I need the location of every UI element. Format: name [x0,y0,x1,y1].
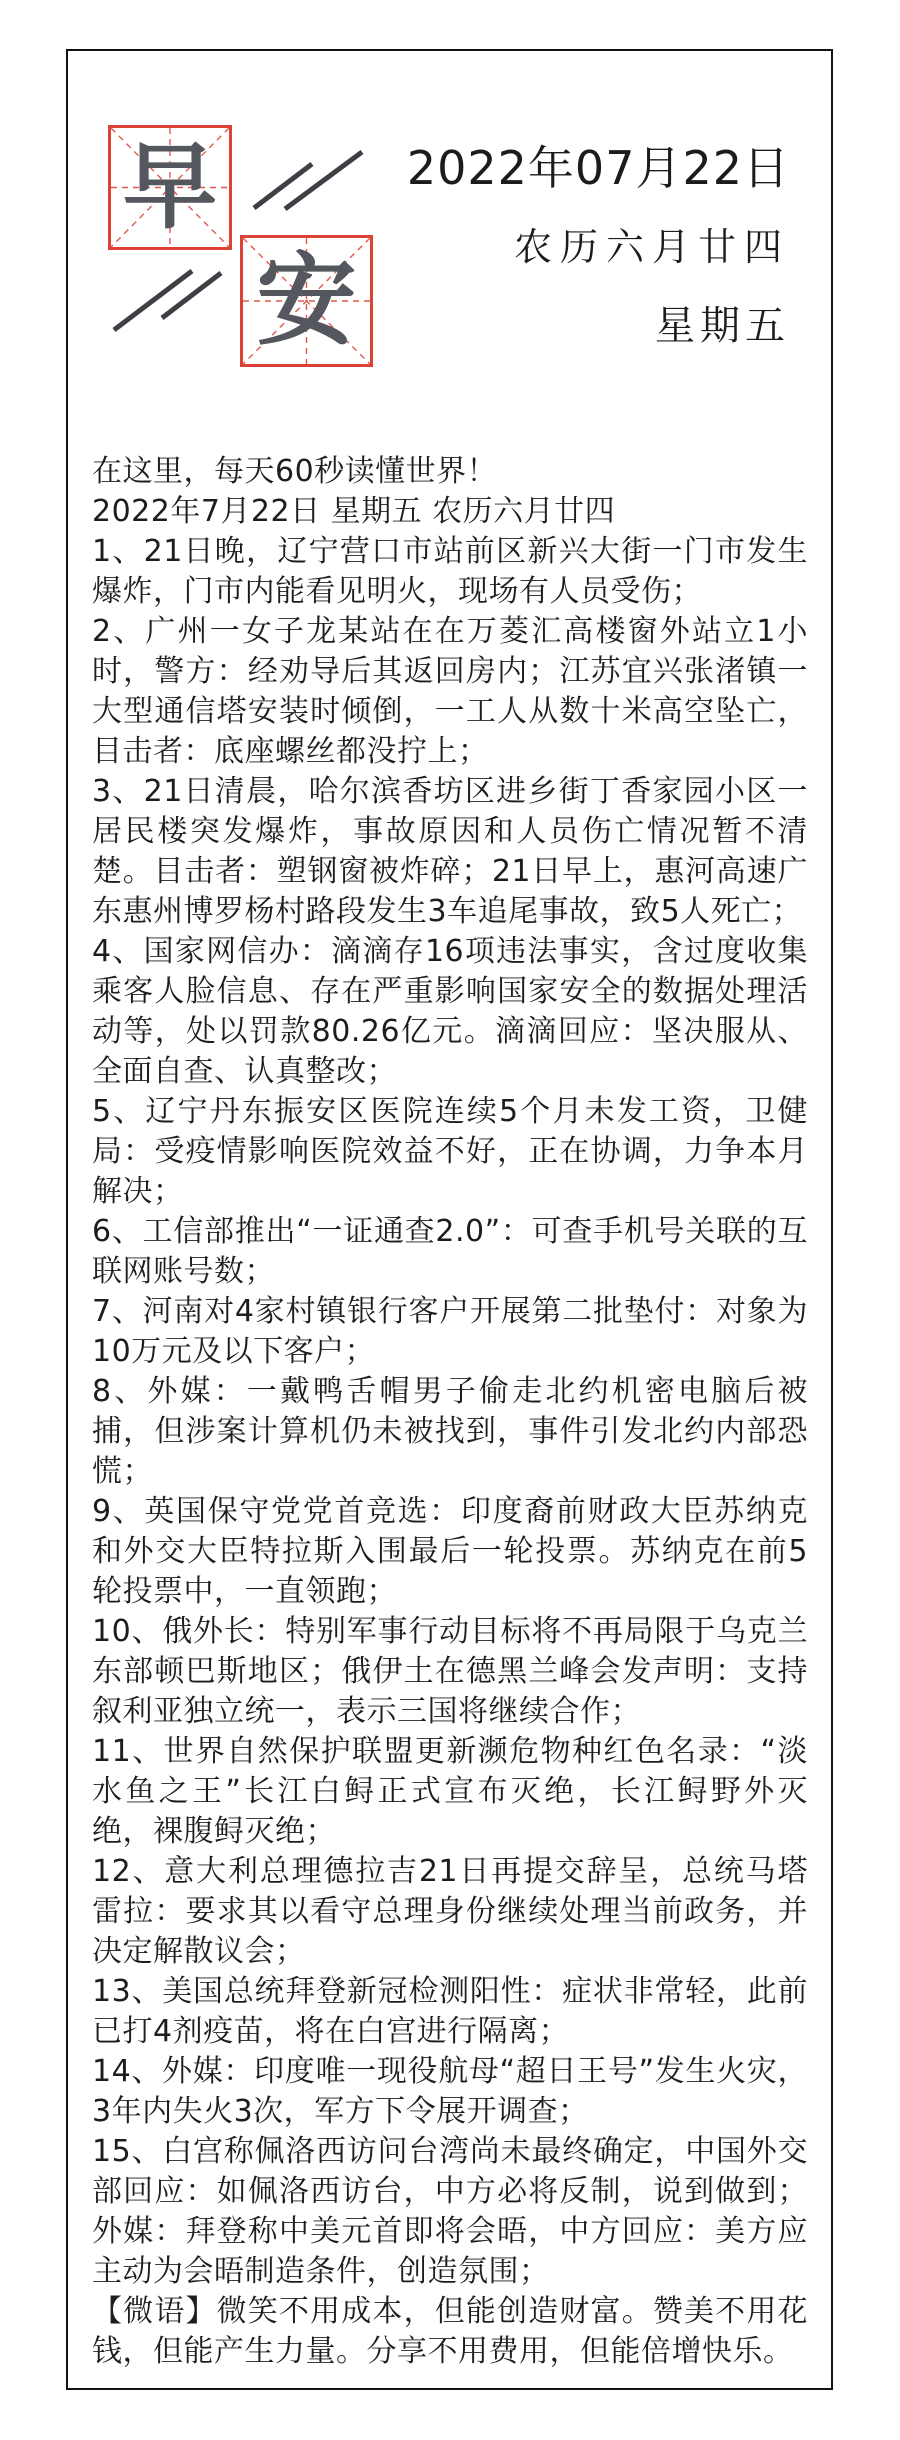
closing-line: 【微语】微笑不用成本，但能创造财富。赞美不用花钱，但能产生力量。分享不用费用，但能倍增快乐。 [92,2294,808,2369]
news-item: 3、21日清晨，哈尔滨香坊区进乡街丁香家园小区一居民楼突发爆炸，事故原因和人员伤亡情况暂不清楚。目击者：塑钢窗被炸碎；21日早上，惠河高速广东惠州博罗杨村路段发生3车追尾事故，致5人死亡； [92,774,808,929]
an-box [240,235,373,367]
date-gregorian: 2022年07月22日 [406,141,790,195]
intro-line: 在这里，每天60秒读懂世界！ [92,454,498,489]
news-item: 12、意大利总理德拉吉21日再提交辞呈，总统马塔雷拉：要求其以看守总理身份继续处理当前政务，并决定解散议会； [92,1854,808,1969]
zao-char: 早 [122,132,217,242]
zao-box [108,125,232,250]
date-weekday: 星期五 [655,303,790,349]
an-char: 安 [256,242,357,359]
news-item: 11、世界自然保护联盟更新濒危物种红色名录：“淡水鱼之王”长江白鲟正式宣布灭绝，长江鲟野外灭绝，裸腹鲟灭绝； [92,1734,808,1849]
news-item: 13、美国总统拜登新冠检测阳性：症状非常轻，此前已打4剂疫苗，将在白宫进行隔离； [92,1974,808,2049]
slash-decoration-icon [110,266,225,334]
news-body [92,452,808,2372]
news-item: 9、英国保守党党首竞选：印度裔前财政大臣苏纳克和外交大臣特拉斯入围最后一轮投票。苏纳克在前5轮投票中，一直领跑； [92,1494,808,1609]
news-item: 2、广州一女子龙某站在在万菱汇高楼窗外站立1小时，警方：经劝导后其返回房内；江苏宜兴张渚镇一大型通信塔安装时倾倒，一工人从数十米高空坠亡，目击者：底座螺丝都没拧上； [92,614,808,769]
date-summary-line: 2022年7月22日 星期五 农历六月廿四 [92,494,616,529]
news-item: 5、辽宁丹东振安区医院连续5个月未发工资，卫健局：受疫情影响医院效益不好，正在协调，力争本月解决； [92,1094,808,1209]
news-item: 8、外媒：一戴鸭舌帽男子偷走北约机密电脑后被捕，但涉案计算机仍未被找到，事件引发北约内部恐慌； [92,1374,808,1489]
news-item: 4、国家网信办：滴滴存16项违法事实，含过度收集乘客人脸信息、存在严重影响国家安全的数据处理活动等，处以罚款80.26亿元。滴滴回应：坚决服从、全面自查、认真整改； [92,934,808,1089]
news-item: 15、白宫称佩洛西访问台湾尚未最终确定，中国外交部回应：如佩洛西访台，中方必将反制，说到做到；外媒：拜登称中美元首即将会晤，中方回应：美方应主动为会晤制造条件，创造氛围； [92,2134,808,2289]
news-item: 1、21日晚，辽宁营口市站前区新兴大街一门市发生爆炸，门市内能看见明火，现场有人员受伤； [92,534,808,609]
news-item: 14、外媒：印度唯一现役航母“超日王号”发生火灾，3年内失火3次，军方下令展开调查； [92,2054,808,2129]
news-item: 6、工信部推出“一证通查2.0”：可查手机号关联的互联网账号数； [92,1214,808,1289]
slash-decoration-icon [250,148,368,214]
date-lunar: 农历六月廿四 [513,225,790,269]
news-item: 7、河南对4家村镇银行客户开展第二批垫付：对象为10万元及以下客户； [92,1294,808,1369]
news-item: 10、俄外长：特别军事行动目标将不再局限于乌克兰东部顿巴斯地区；俄伊土在德黑兰峰会发声明：支持叙利亚独立统一，表示三国将继续合作； [92,1614,808,1729]
